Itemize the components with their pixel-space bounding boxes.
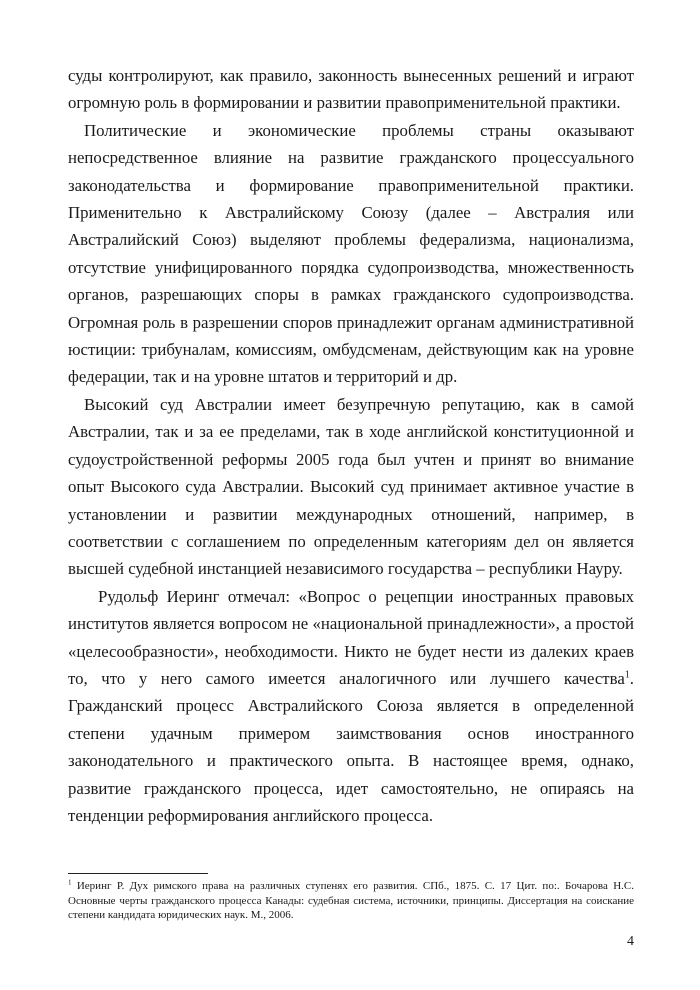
paragraph-4-part-1: Рудольф Иеринг отмечал: «Вопрос о рецепции иностранных правовых институтов является вопросом не «национальной принадлежности», а простой «целесообразности», необходимости. Никто не будет нести из далеких краев то, что у него самого имеется аналогичного или лучшего качества — [68, 586, 634, 688]
footnote-divider — [68, 873, 208, 874]
footnote-mark: 1 — [68, 878, 72, 887]
paragraph-4-part-2: . Гражданский процесс Австралийского Союза является в определенной степени удачным примером заимствования основ иностранного законодательного и практического опыта. В настоящее время, однако, развитие гражданского процесса, идет самостоятельно, не опираясь на тенденции реформирования английского процесса. — [68, 668, 634, 825]
paragraph-1: суды контролируют, как правило, законность вынесенных решений и играют огромную роль в формировании и развитии правоприменительной практики. — [68, 66, 634, 113]
footnote-reference[interactable]: 1 — [624, 669, 630, 681]
footnote — [68, 879, 634, 923]
paragraph-3: Высокий суд Австралии имеет безупречную репутацию, как в самой Австралии, так и за ее пределами, так в ходе английской конституционной и судоустройственной реформы 2005 года был учтен и принят во внимание опыт Высокого суда Австралии. Высокий суд принимает активное участие в установлении и развитии международных отношений, например, в соответствии с соглашением по определенным категориям дел он является высшей судебной инстанцией независимого государства – республики Науру. — [68, 394, 634, 579]
paragraph-4 — [68, 583, 634, 830]
body-text — [68, 62, 634, 829]
page-number: 4 — [627, 934, 634, 949]
paragraph-2: Политические и экономические проблемы страны оказывают непосредственное влияние на развитие гражданского процессуального законодательства и формирование правоприменительной практики. Применительно к Австралийскому Союзу (далее – Австралия или Австралийский Союз) выделяют проблемы федерализма, национализма, отсутствие унифицированного порядка судопроизводства, множественность органов, разрешающих споры в рамках гражданского судопроизводства. Огромная роль в разрешении споров принадлежит органам административной юстиции: трибуналам, комиссиям, омбудсменам, действующим как на уровне федерации, так и на уровне штатов и территорий и др. — [68, 120, 634, 387]
footnote-text: Иеринг Р. Дух римского права на различных ступенях его развития. СПб., 1875. С. 17 Цит. по:. Бочарова Н.С. Основные черты гражданского процесса Канады: судебная система, источники, принципы. Диссертация на соискание степени кандидата юридических наук. М., 2006. — [68, 880, 634, 921]
